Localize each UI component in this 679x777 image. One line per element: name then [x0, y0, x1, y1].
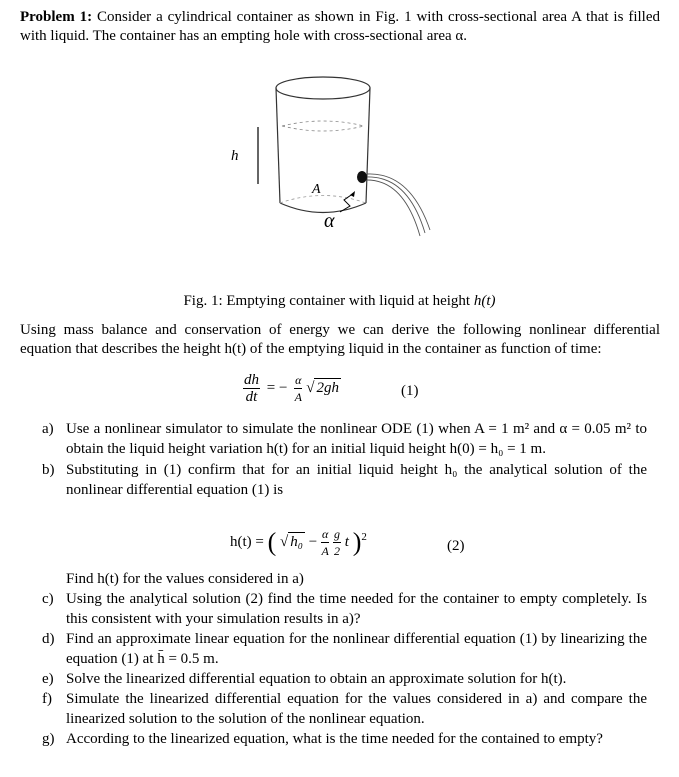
list-item: a) Use a nonlinear simulator to simulate the nonlinear ODE (1) when A = 1 m² and α = 0.05 m² to obtain the liquid height variation h(t) for an initial liquid height h(0) = h₀ = 1 m. [42, 421, 647, 457]
container-figure [0, 0, 679, 290]
list-item: e) Solve the linearized differential equation to obtain an approximate solution for h(t). [42, 671, 567, 687]
equation-2-number: (2) [447, 538, 465, 554]
list-item: g) According to the linearized equation, what is the time needed for the contained to empty? [42, 731, 603, 747]
cylinder-shape [276, 77, 370, 213]
list-item: b) Substituting in (1) confirm that for an initial liquid height h₀ the analytical solution of the nonlinear differential equation (1) is [42, 462, 647, 498]
equation-1: $\frac{dh}{dt}$ = − $\frac{\alpha}{A}$ √ 2gh [244, 372, 339, 405]
list-item: d) Find an approximate linear equation for the nonlinear differential equation (1) by linearizing the equation (1) at h̄ = 0.5 m. [42, 631, 647, 667]
question-list-1 [42, 419, 647, 500]
figure-caption: Fig. 1: Emptying container with liquid at height h(t) [183, 293, 496, 309]
find-text: Find h(t) for the values considered in a) [66, 571, 304, 587]
outflow-jet [367, 174, 430, 236]
list-item: f) Simulate the linearized differential equation for the values considered in a) and compare the linearized solution to the solution of the nonlinear equation. [42, 691, 647, 727]
question-list-2 [42, 589, 647, 749]
list-item: c) Using the analytical solution (2) find the time needed for the container to empty completely. Is this consistent with your simulation results in a)? [42, 591, 647, 627]
problem-text: Consider a cylindrical container as shown in Fig. 1 with cross-sectional area A that is filled with liquid. The container has an empting hole with cross-sectional area α. [20, 9, 660, 44]
area-label: A [312, 182, 321, 197]
height-label: h [231, 148, 239, 164]
equation-1-number: (1) [401, 383, 419, 399]
outlet-hole [357, 171, 367, 183]
intro-paragraph: Using mass balance and conservation of energy we can derive the following nonlinear differential equation that describes the height h(t) of the emptying liquid in the container as function of time: [20, 322, 660, 357]
hole-area-label: α [324, 210, 335, 232]
equation-2: h(t) = ( √ h₀ − $\frac{\alpha}{A}$ $\frac{g}{2}$ t )$^2$ [230, 527, 367, 558]
problem-label: Problem 1: [20, 9, 93, 25]
